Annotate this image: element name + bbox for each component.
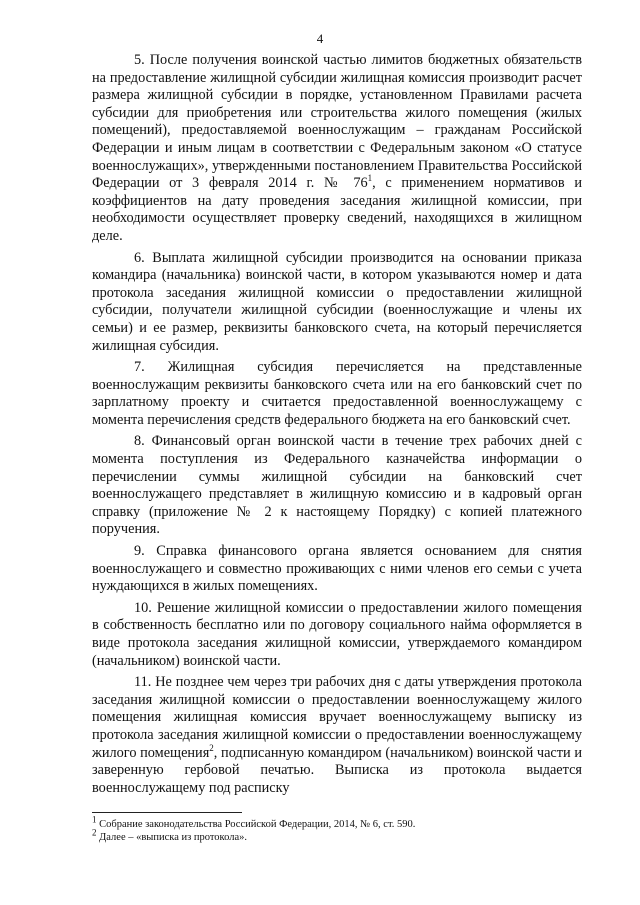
footnote-2 (92, 827, 582, 844)
paragraph-11 (92, 674, 582, 797)
footnote-text: Далее – «выписка из протокола». (96, 832, 248, 843)
page-number: 4 (316, 31, 324, 46)
footnote-ref-1[interactable]: 1 (367, 173, 373, 184)
footnote-1 (92, 814, 582, 831)
footnote-mark: 2 (92, 827, 97, 838)
paragraph-10: 10. Решение жилищной комиссии о предоставлении жилого помещения в собственность бесплатно или по договору социального найма оформляется в виде протокола заседания жилищной комиссии, утверждаемого командиром (начальником) воинской части. (92, 599, 582, 669)
footnote-ref-2[interactable]: 2 (209, 742, 214, 753)
footnotes (92, 812, 582, 844)
paragraph-text: 5. После получения воинской частью лимитов бюджетных обязательств на предоставление жилищной субсидии жилищная комиссия производит расчет размера жилищной субсидии в порядке, установленном Правилами расчета субсидии для приобретения или строительства жилого помещения (жилых помещений), предоставляемой военнослужащим – гражданам Российской Федерации и иным лицам в соответствии с Федеральным законом «О статусе военнослужащих», утвержденными постановлением Правительства Российской Федерации от 3 февраля 2014 г. № 76 (92, 52, 582, 192)
paragraph-text: 11. Не позднее чем через три рабочих дня с даты утверждения протокола заседания жилищной комиссии о предоставлении военнослужащему жилого помещения жилищная комиссия вручает военнослужащему выписку из протокола заседания жилищной комиссии о предоставлении военнослужащему жилого помещения (92, 674, 582, 761)
footnote-mark: 1 (92, 814, 97, 825)
paragraph-8: 8. Финансовый орган воинской части в течение трех рабочих дней с момента поступления из Федерального казначейства информации о перечислении суммы жилищной субсидии на банковский счет военнослужащего представляет в жилищную комиссию и в кадровый орган справку (приложение № 2 к настоящему Порядку) с копией платежного поручения. (92, 433, 582, 538)
paragraph-text: , подписанную командиром (начальником) воинской части и заверенную гербовой печатью. Выписка из протокола выдается военнослужащему под расписку (92, 744, 582, 796)
paragraph-9: 9. Справка финансового органа является основанием для снятия военнослужащего и совместно проживающих с ними членов его семьи с учета нуждающихся в жилых помещениях. (92, 543, 582, 595)
footnote-separator (92, 812, 242, 813)
document-body (92, 52, 582, 801)
footnote-text: Собрание законодательства Российской Федерации, 2014, № 6, ст. 590. (96, 819, 416, 830)
paragraph-5 (92, 52, 582, 246)
paragraph-6: 6. Выплата жилищной субсидии производится на основании приказа командира (начальника) воинской части, в котором указываются номер и дата протокола заседания жилищной комиссии о предоставлении жилищной субсидии, получатели жилищной субсидии (военнослужащие и члены их семьи) и ее размер, реквизиты банковского счета, на который перечисляется жилищная субсидия. (92, 249, 582, 354)
paragraph-text: , с применением нормативов и коэффициентов на дату проведения заседания жилищной комиссии, при необходимости осуществляет проверку сведений, находящихся в жилищном деле. (92, 175, 582, 244)
paragraph-7: 7. Жилищная субсидия перечисляется на представленные военнослужащим реквизиты банковского счета или на его банковский счет по зарплатному проекту и считается предоставленной военнослужащему с момента перечисления средств федерального бюджета на его банковский счет. (92, 359, 582, 428)
